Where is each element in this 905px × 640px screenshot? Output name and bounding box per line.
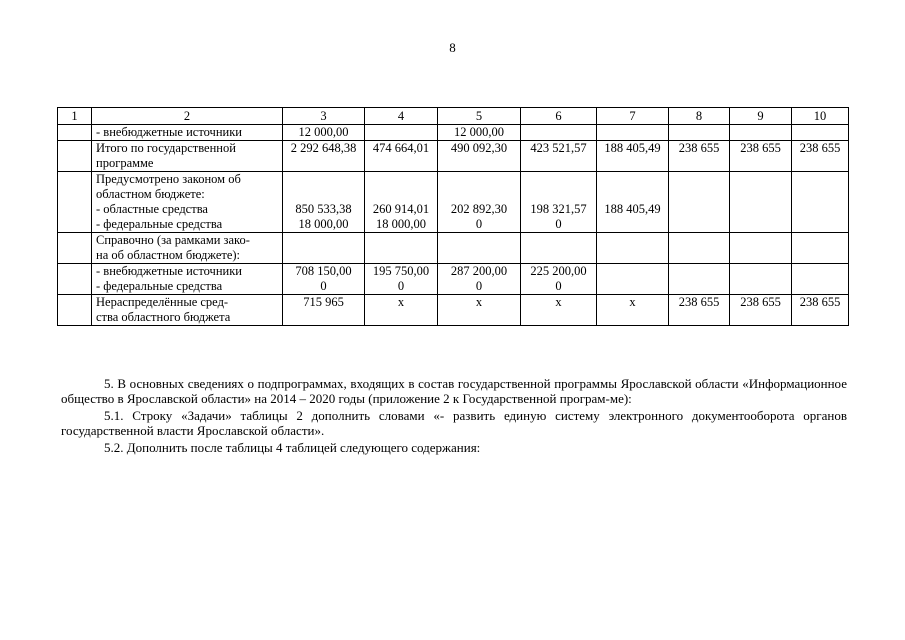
value-line: 2 292 648,38 — [290, 141, 357, 155]
value-cell — [438, 141, 521, 172]
value-line — [367, 233, 435, 248]
header-cell: 8 — [669, 108, 730, 125]
table-row — [58, 141, 849, 172]
value-line — [671, 172, 727, 187]
value-line — [367, 172, 435, 187]
header-cell: 7 — [597, 108, 669, 125]
row-label-line: Предусмотрено законом об — [96, 172, 241, 186]
value-line — [599, 233, 666, 248]
row-number-cell — [58, 141, 92, 172]
table-row — [58, 295, 849, 326]
value-cell — [521, 233, 597, 264]
row-label-line: областном бюджете: — [96, 187, 205, 201]
row-number-cell — [58, 172, 92, 233]
value-cell — [438, 172, 521, 233]
value-cell — [283, 141, 365, 172]
value-line: 850 533,38 — [295, 202, 352, 216]
value-line — [794, 279, 846, 294]
row-label-line: - федеральные средства — [96, 217, 223, 231]
value-line — [523, 233, 594, 248]
value-line — [794, 233, 846, 248]
row-label-line: ства областного бюджета — [96, 310, 231, 324]
value-cell — [438, 125, 521, 141]
value-cell — [365, 141, 438, 172]
value-cell — [730, 125, 792, 141]
header-cell: 3 — [283, 108, 365, 125]
value-line — [732, 125, 789, 140]
value-cell — [597, 125, 669, 141]
value-cell — [730, 141, 792, 172]
value-cell — [521, 141, 597, 172]
row-label-cell — [92, 233, 283, 264]
value-cell — [365, 125, 438, 141]
value-cell — [438, 295, 521, 326]
value-cell — [438, 233, 521, 264]
budget-table — [57, 107, 849, 326]
row-label-line: Итого по государственной — [96, 141, 236, 155]
header-cell: 9 — [730, 108, 792, 125]
value-cell — [792, 125, 849, 141]
value-line — [732, 264, 789, 279]
value-line — [671, 279, 727, 294]
value-line: 490 092,30 — [450, 141, 508, 155]
value-line — [599, 264, 666, 279]
value-cell — [365, 172, 438, 233]
value-cell — [365, 264, 438, 295]
value-cell — [792, 264, 849, 295]
row-number-cell — [58, 125, 92, 141]
value-cell — [283, 233, 365, 264]
value-line — [599, 187, 666, 202]
value-line: 0 — [555, 217, 562, 231]
row-number-cell — [58, 233, 92, 264]
value-line: 287 200,00 — [450, 264, 508, 278]
row-label-line: Нераспределённые сред- — [96, 295, 229, 309]
value-line — [285, 233, 362, 248]
value-cell — [597, 141, 669, 172]
value-line — [523, 187, 594, 202]
value-line: 238 655 — [740, 141, 781, 155]
value-line: 238 655 — [799, 295, 841, 309]
table-row — [58, 264, 849, 295]
value-line: 474 664,01 — [372, 141, 430, 155]
value-line — [440, 187, 518, 202]
value-cell — [438, 264, 521, 295]
value-line — [794, 125, 846, 140]
value-cell — [521, 172, 597, 233]
value-line — [285, 172, 362, 187]
value-line: 715 965 — [303, 295, 344, 309]
value-cell — [730, 264, 792, 295]
value-cell — [669, 264, 730, 295]
value-cell — [730, 172, 792, 233]
value-cell — [597, 172, 669, 233]
row-label-line: - внебюджетные источники — [96, 125, 242, 139]
row-number-cell — [58, 264, 92, 295]
row-label-cell — [92, 125, 283, 141]
row-label-line: Справочно (за рамками зако- — [96, 233, 250, 247]
value-line — [285, 187, 362, 202]
value-line: 18 000,00 — [298, 217, 349, 231]
row-label-line: программе — [96, 156, 154, 170]
header-cell: 4 — [365, 108, 438, 125]
value-line — [732, 202, 789, 217]
header-cell: 5 — [438, 108, 521, 125]
value-line — [671, 187, 727, 202]
value-line: 238 655 — [799, 141, 841, 155]
value-cell — [521, 295, 597, 326]
value-cell — [669, 233, 730, 264]
value-line: 195 750,00 — [372, 264, 430, 278]
header-cell: 2 — [92, 108, 283, 125]
value-line — [523, 125, 594, 140]
value-cell — [669, 125, 730, 141]
value-cell — [792, 295, 849, 326]
table-row — [58, 125, 849, 141]
value-line — [794, 172, 846, 187]
value-cell — [365, 295, 438, 326]
value-line: х — [629, 295, 636, 309]
value-cell — [669, 295, 730, 326]
value-line — [367, 187, 435, 202]
value-line: 0 — [475, 217, 483, 231]
table-row — [58, 172, 849, 233]
body-text — [61, 376, 847, 455]
value-cell — [365, 233, 438, 264]
paragraph-5-2: 5.2. Дополнить после таблицы 4 таблицей следующего содержания: — [104, 440, 481, 455]
paragraph-5-1: 5.1. Строку «Задачи» таблицы 2 дополнить словами «- развить единую систему электронного документооборота органов государственной власти Ярославской области». — [61, 408, 847, 438]
value-cell — [792, 233, 849, 264]
value-line — [732, 217, 789, 232]
value-line: х — [555, 295, 562, 309]
value-line: 260 914,01 — [372, 202, 430, 216]
value-line — [671, 202, 727, 217]
value-line: 188 405,49 — [604, 141, 661, 155]
value-line — [671, 217, 727, 232]
value-line: 0 — [397, 279, 405, 293]
value-cell — [283, 125, 365, 141]
row-label-cell — [92, 172, 283, 233]
value-cell — [597, 264, 669, 295]
value-line: 225 200,00 — [530, 264, 587, 278]
row-label-cell — [92, 264, 283, 295]
row-label-cell — [92, 141, 283, 172]
header-cell: 6 — [521, 108, 597, 125]
value-line: 238 655 — [678, 295, 720, 309]
value-line: 238 655 — [740, 295, 781, 309]
value-line: 238 655 — [678, 141, 720, 155]
value-line: 188 405,49 — [604, 202, 661, 216]
value-line: 0 — [320, 279, 327, 293]
value-line — [599, 172, 666, 187]
value-cell — [597, 295, 669, 326]
value-cell — [730, 295, 792, 326]
value-line: 0 — [475, 279, 483, 293]
value-line — [794, 217, 846, 232]
value-cell — [792, 141, 849, 172]
value-cell — [669, 172, 730, 233]
value-line: 423 521,57 — [530, 141, 587, 155]
value-cell — [283, 295, 365, 326]
value-line — [732, 172, 789, 187]
table-header-row — [58, 108, 849, 125]
paragraph-5: 5. В основных сведениях о подпрограммах, входящих в состав государственной программы Ярославской области «Информационное общество в Ярославской области» на 2014 – 2020 годы (приложение 2 к Государственной програм-ме): — [61, 376, 847, 406]
value-line — [440, 172, 518, 187]
row-label-cell — [92, 295, 283, 326]
value-cell — [730, 233, 792, 264]
value-line — [523, 172, 594, 187]
value-line — [367, 125, 435, 140]
row-label-line: - федеральные средства — [96, 279, 223, 293]
value-cell — [792, 172, 849, 233]
value-cell — [283, 172, 365, 233]
value-line — [440, 233, 518, 248]
header-cell: 1 — [58, 108, 92, 125]
value-line: 0 — [555, 279, 562, 293]
value-line — [671, 233, 727, 248]
value-line: 202 892,30 — [450, 202, 508, 216]
value-line — [599, 279, 666, 294]
value-line: 12 000,00 — [298, 125, 349, 139]
row-number-cell — [58, 295, 92, 326]
value-line: х — [397, 295, 405, 309]
value-line — [599, 125, 666, 140]
row-label-line: на об областном бюджете): — [96, 248, 241, 262]
value-line: 18 000,00 — [376, 217, 426, 231]
table-row — [58, 233, 849, 264]
row-label-line: - внебюджетные источники — [96, 264, 242, 278]
value-line: 198 321,57 — [530, 202, 587, 216]
value-line — [794, 187, 846, 202]
value-cell — [521, 264, 597, 295]
value-line: 12 000,00 — [454, 125, 504, 139]
value-cell — [669, 141, 730, 172]
value-line — [671, 125, 727, 140]
value-line — [794, 202, 846, 217]
value-line — [732, 233, 789, 248]
row-label-line: - областные средства — [96, 202, 208, 216]
value-cell — [597, 233, 669, 264]
header-cell: 10 — [792, 108, 849, 125]
value-line — [732, 279, 789, 294]
value-line — [599, 217, 666, 232]
page-number: 8 — [449, 40, 456, 55]
value-line — [671, 264, 727, 279]
value-line — [794, 264, 846, 279]
value-cell — [521, 125, 597, 141]
value-line: 708 150,00 — [295, 264, 352, 278]
value-line — [732, 187, 789, 202]
value-cell — [283, 264, 365, 295]
value-line: х — [475, 295, 483, 309]
